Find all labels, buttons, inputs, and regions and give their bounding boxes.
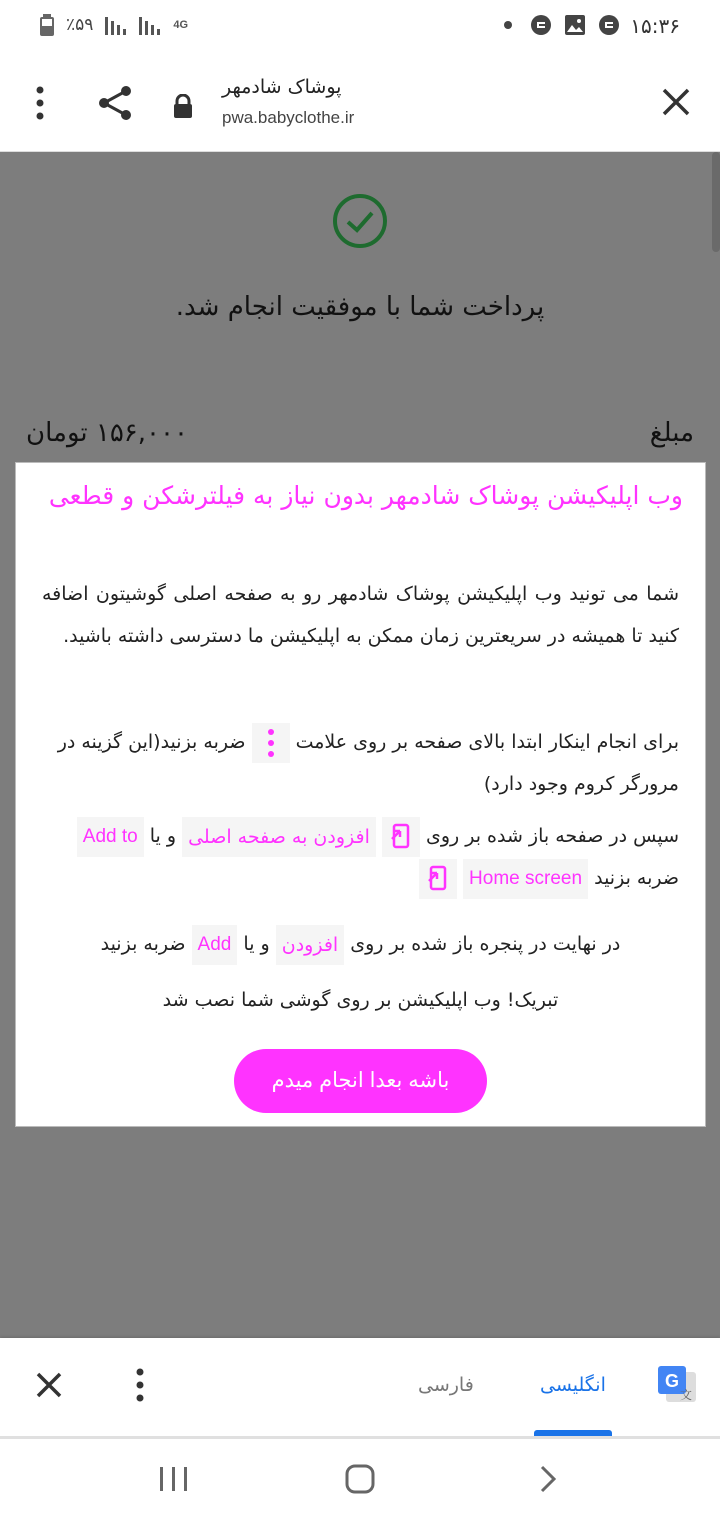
tab-lang-farsi[interactable]: فارسی — [418, 1374, 474, 1396]
battery-percent: ٪۵۹ — [66, 15, 94, 35]
install-pwa-modal — [15, 462, 706, 1127]
battery-icon — [40, 14, 54, 36]
app-notification-icon — [530, 14, 552, 36]
add-chip-fa: افزودن — [276, 925, 344, 965]
notification-dot-icon — [504, 21, 512, 29]
app-notification-icon — [598, 14, 620, 36]
custom-tab-toolbar — [0, 52, 720, 152]
step-1-before: برای انجام اینکار ابتدا بالای صفحه بر روی علامت — [295, 731, 679, 753]
check-circle-icon — [331, 192, 389, 250]
tab-lang-english[interactable]: انگلیسی — [540, 1374, 606, 1396]
payment-success-message: پرداخت شما با موفقیت انجام شد. — [175, 292, 545, 322]
more-vert-icon — [252, 723, 290, 763]
translate-bar — [0, 1338, 720, 1436]
home-screen-chip-en: Home screen — [463, 859, 588, 899]
step-3-after: ضربه بزنید — [100, 933, 186, 955]
step-2-or: و یا — [149, 825, 177, 847]
modal-intro-text: شما می تونید وب اپلیکیشن پوشاک شادمهر رو به صفحه اصلی گوشیتون اضافه کنید تا همیشه در سریعترین زمان ممکن به اپلیکیشن ما دسترسی داشته باشید. — [42, 583, 679, 647]
later-button[interactable]: باشه بعدا انجام میدم — [234, 1049, 487, 1113]
step-1-after: ضربه بزنید(این گزینه در مرورگر کروم وجود دارد) — [57, 731, 679, 795]
more-vert-icon[interactable] — [132, 1368, 148, 1402]
add-chip-en: Add — [192, 925, 238, 965]
add-to-home-icon — [382, 817, 420, 857]
step-3-before: در نهایت در پنجره باز شده بر روی — [350, 933, 621, 955]
more-vert-icon[interactable] — [30, 86, 50, 120]
clock: ۱۵:۳۶ — [630, 14, 680, 38]
signal-icon — [139, 15, 161, 35]
add-to-chip-en: Add to — [77, 817, 144, 857]
close-icon[interactable] — [34, 1370, 64, 1400]
lock-icon — [172, 94, 194, 118]
status-bar — [0, 0, 720, 52]
google-translate-icon[interactable] — [656, 1364, 698, 1406]
add-to-home-icon — [419, 859, 457, 899]
step-2-after: ضربه بزنید — [594, 867, 679, 889]
site-info — [222, 76, 522, 128]
status-icons-right — [504, 14, 620, 36]
image-icon — [564, 14, 586, 36]
site-title: پوشاک شادمهر — [222, 76, 342, 98]
scrollbar[interactable] — [712, 152, 720, 252]
recent-apps-icon[interactable] — [154, 1461, 194, 1497]
amount-label: مبلغ — [649, 418, 694, 448]
close-icon[interactable] — [658, 84, 694, 120]
add-to-home-chip-fa: افزودن به صفحه اصلی — [182, 817, 376, 857]
modal-title: وب اپلیکیشن پوشاک شادمهر بدون نیاز به فیلترشکن و قطعی — [48, 481, 683, 510]
share-icon[interactable] — [96, 84, 134, 122]
congrats-text: تبریک! وب اپلیکیشن بر روی گوشی شما نصب شد — [162, 989, 559, 1011]
step-2-before: سپس در صفحه باز شده بر روی — [425, 825, 679, 847]
svg-text:G: G — [664, 1371, 680, 1391]
svg-text:文: 文 — [679, 1388, 693, 1402]
step-1-text — [42, 721, 679, 805]
status-icons-left — [40, 14, 188, 36]
navigation-bar — [0, 1439, 720, 1520]
home-icon[interactable] — [340, 1461, 380, 1497]
amount-value: ۱۵۶,۰۰۰ تومان — [26, 418, 188, 448]
site-url: pwa.babyclothe.ir — [222, 108, 355, 127]
signal-icon — [105, 15, 127, 35]
network-type: 4G — [173, 19, 189, 31]
back-icon[interactable] — [528, 1461, 568, 1497]
step-3-text — [42, 923, 679, 965]
step-2-text — [42, 815, 679, 899]
step-3-or: و یا — [243, 933, 270, 955]
